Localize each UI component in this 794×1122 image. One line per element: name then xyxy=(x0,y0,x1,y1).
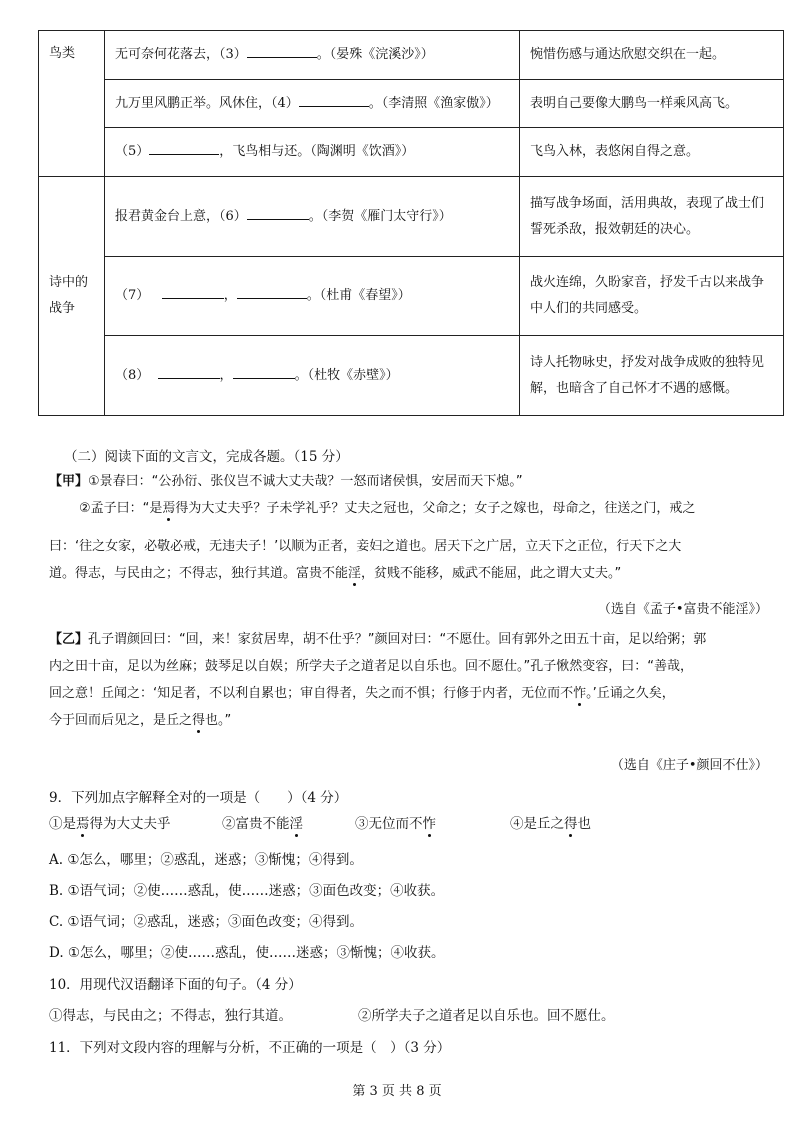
dotted-char: 怍 xyxy=(422,816,436,832)
poem-line: （5） ，飞鸟相与还。（陶渊明《饮酒》） xyxy=(105,128,520,177)
answer-blank[interactable] xyxy=(158,364,220,379)
table-row xyxy=(39,336,784,416)
passage-jia-line: 曰：‘往之女家，必敬必戒，无违夫子！’以顺为正者，妾妇之道也。居天下之广居，立天下之正位，行天下之大 xyxy=(49,539,682,554)
poetry-table xyxy=(38,30,784,416)
q9-item: ③无位而不怍 xyxy=(355,816,436,832)
answer-blank[interactable] xyxy=(247,205,309,220)
q9-item: ②富贵不能淫 xyxy=(222,816,303,832)
q9-option-b[interactable]: B. ①语气词；②使……惑乱，使……迷惑；③面色改变；④收获。 xyxy=(49,883,445,899)
source-citation: （选自《庄子•颜回不仕》） xyxy=(610,758,768,773)
dotted-char: 得 xyxy=(192,713,206,728)
passage-yi-line: 今于回而后见之，是丘之得也。” xyxy=(49,713,232,728)
answer-blank[interactable] xyxy=(247,43,317,58)
poem-analysis: 诗人托物咏史，抒发对战争成败的独特见解，也暗含了自己怀才不遇的感慨。 xyxy=(520,336,784,416)
passage-yi-line: 【乙】孔子谓颜回曰：“回，来！家贫居卑，胡不仕乎？”颜回对曰：“不愿仕。回有郭外之田五十亩，足以给粥；郭 xyxy=(49,632,707,647)
poem-line: （8） ， 。（杜牧《赤壁》） xyxy=(105,336,520,416)
q9-item: ④是丘之得也 xyxy=(510,816,591,832)
answer-blank[interactable] xyxy=(233,364,295,379)
source-citation: （选自《孟子•富贵不能淫》） xyxy=(597,602,768,617)
poem-line: 九万里风鹏正举。风休住，（4） 。（李清照《渔家傲》） xyxy=(105,80,520,128)
question-10-stem: 10．用现代汉语翻译下面的句子。（4 分） xyxy=(49,977,302,993)
poem-analysis: 表明自己要像大鹏鸟一样乘风高飞。 xyxy=(520,80,784,128)
question-11-stem: 11．下列对文段内容的理解与分析，不正确的一项是（ ）（3 分） xyxy=(49,1040,451,1056)
answer-blank[interactable] xyxy=(237,284,307,299)
passage-jia-line: ②孟子曰：“是焉得为大丈夫乎？子未学礼乎？丈夫之冠也，父命之；女子之嫁也，母命之，往送之门，戒之 xyxy=(79,501,696,516)
passage-jia-line: 【甲】①景春曰：“公孙衍、张仪岂不诚大丈夫哉？一怒而诸侯惧，安居而天下熄。” xyxy=(49,474,523,489)
answer-blank[interactable] xyxy=(162,284,224,299)
category-birds: 鸟类 xyxy=(39,31,105,177)
dotted-char: 怍 xyxy=(573,686,587,701)
passage-tag: 【乙】 xyxy=(49,632,89,647)
passage-jia-line: 道。得志，与民由之；不得志，独行其道。富贵不能淫，贫贱不能移，威武不能屈，此之谓大丈夫。” xyxy=(49,566,622,581)
passage-yi-line: 内之田十亩，足以为丝麻；鼓琴足以自娱；所学夫子之道者足以自乐也。回不愿仕。”孔子愀然变容，曰：“善哉， xyxy=(49,659,693,674)
dotted-char: 得 xyxy=(564,816,578,832)
dotted-char: 焉 xyxy=(76,816,90,832)
poem-analysis: 描写战争场面，活用典故，表现了战士们誓死杀敌，报效朝廷的决心。 xyxy=(520,177,784,257)
table-row xyxy=(39,257,784,336)
dotted-char: 淫 xyxy=(348,566,362,581)
passage-yi-line: 回之意！丘闻之：‘知足者，不以利自累也；审自得者，失之而不惧；行修于内者，无位而不怍。’丘诵之久矣， xyxy=(49,686,675,701)
table-row xyxy=(39,31,784,80)
category-war: 诗中的战争 xyxy=(39,177,105,416)
table-row xyxy=(39,128,784,177)
table-row xyxy=(39,177,784,257)
passage-tag: 【甲】 xyxy=(49,474,89,489)
dotted-char: 焉 xyxy=(162,501,176,516)
q9-option-c[interactable]: C. ①语气词；②惑乱，迷惑；③面色改变；④得到。 xyxy=(49,914,364,930)
section-title: （二）阅读下面的文言文，完成各题。（15 分） xyxy=(64,449,349,465)
answer-blank[interactable] xyxy=(149,140,219,155)
page-footer: 第 3 页 共 8 页 xyxy=(352,1084,442,1099)
q10-sentence-1: ①得志，与民由之；不得志，独行其道。 xyxy=(49,1008,292,1024)
q9-option-a[interactable]: A. ①怎么，哪里；②惑乱，迷惑；③惭愧；④得到。 xyxy=(49,852,363,868)
table-row xyxy=(39,80,784,128)
q9-option-d[interactable]: D. ①怎么，哪里；②使……惑乱，使……迷惑；③惭愧；④收获。 xyxy=(49,945,445,961)
poem-line: 无可奈何花落去，（3） 。（晏殊《浣溪沙》） xyxy=(105,31,520,80)
dotted-char: 淫 xyxy=(289,816,303,832)
question-9-stem: 9．下列加点字解释全对的一项是（ ）（4 分） xyxy=(49,790,348,806)
poem-line: （7） ， 。（杜甫《春望》） xyxy=(105,257,520,336)
q9-item: ①是焉得为大丈夫乎 xyxy=(49,816,171,832)
answer-blank[interactable] xyxy=(299,92,369,107)
poem-line: 报君黄金台上意，（6） 。（李贺《雁门太守行》） xyxy=(105,177,520,257)
poem-analysis: 惋惜伤感与通达欣慰交织在一起。 xyxy=(520,31,784,80)
poem-analysis: 飞鸟入林，表悠闲自得之意。 xyxy=(520,128,784,177)
poem-analysis: 战火连绵，久盼家音，抒发千古以来战争中人们的共同感受。 xyxy=(520,257,784,336)
q10-sentence-2: ②所学夫子之道者足以自乐也。回不愿仕。 xyxy=(358,1008,615,1024)
